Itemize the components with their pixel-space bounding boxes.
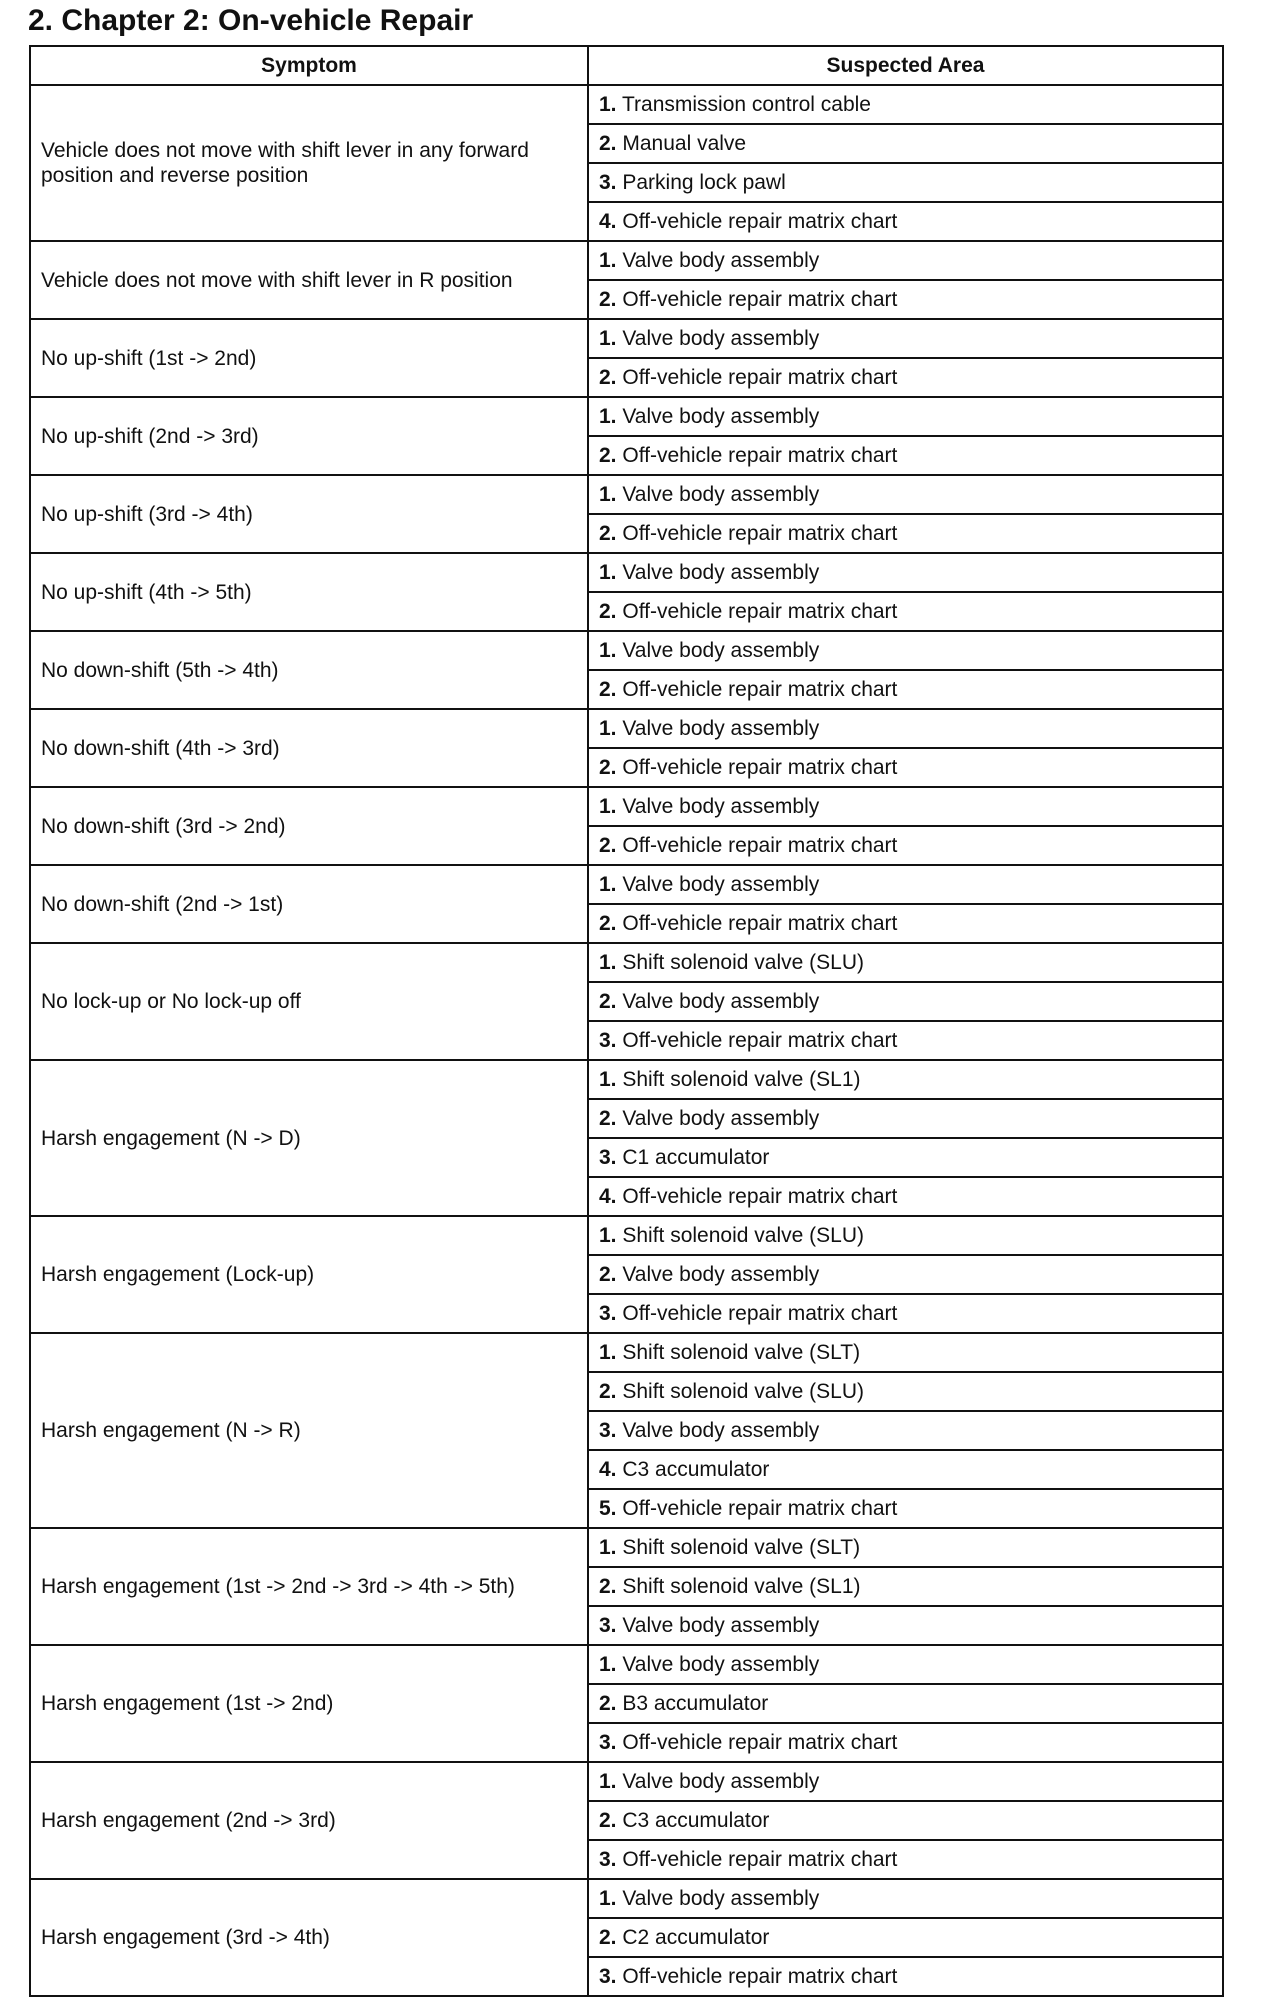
- item-number: 1.: [599, 93, 617, 116]
- suspected-area-cell: [588, 943, 1223, 982]
- suspected-area-text: Valve body assembly: [622, 405, 820, 428]
- symptom-cell: Harsh engagement (1st -> 2nd): [30, 1645, 588, 1762]
- table-row: [30, 1528, 1223, 1567]
- table-row: [30, 943, 1223, 982]
- suspected-area-text: Off-vehicle repair matrix chart: [622, 1848, 898, 1871]
- suspected-area-text: Valve body assembly: [622, 327, 820, 350]
- suspected-area-cell: [588, 1957, 1223, 1996]
- item-number: 1.: [599, 1887, 617, 1910]
- suspected-area-cell: [588, 514, 1223, 553]
- item-number: 1.: [599, 717, 617, 740]
- item-number: 2.: [599, 288, 617, 311]
- suspected-area-text: Valve body assembly: [622, 1419, 820, 1442]
- suspected-area-text: Off-vehicle repair matrix chart: [622, 444, 898, 467]
- suspected-area-cell: [588, 1684, 1223, 1723]
- suspected-area-text: Valve body assembly: [622, 1887, 820, 1910]
- suspected-area-text: Shift solenoid valve (SLT): [622, 1341, 861, 1364]
- symptom-cell: Harsh engagement (N -> D): [30, 1060, 588, 1216]
- suspected-area-cell: [588, 124, 1223, 163]
- suspected-area-cell: [588, 1411, 1223, 1450]
- suspected-area-cell: [588, 1918, 1223, 1957]
- suspected-area-text: Transmission control cable: [621, 93, 871, 116]
- table-row: [30, 709, 1223, 748]
- item-number: 1.: [599, 1341, 617, 1364]
- item-number: 1.: [599, 1536, 617, 1559]
- suspected-area-cell: [588, 202, 1223, 241]
- table-row: [30, 1333, 1223, 1372]
- suspected-area-text: C3 accumulator: [622, 1809, 770, 1832]
- item-number: 3.: [599, 1029, 617, 1052]
- item-number: 2.: [599, 366, 617, 389]
- item-number: 2.: [599, 912, 617, 935]
- symptom-cell: No up-shift (3rd -> 4th): [30, 475, 588, 553]
- symptom-cell: Harsh engagement (Lock-up): [30, 1216, 588, 1333]
- item-number: 2.: [599, 444, 617, 467]
- header-symptom: Symptom: [30, 46, 588, 85]
- suspected-area-cell: [588, 1021, 1223, 1060]
- item-number: 2.: [599, 132, 617, 155]
- item-number: 2.: [599, 834, 617, 857]
- table-row: [30, 1060, 1223, 1099]
- table-row: [30, 1762, 1223, 1801]
- item-number: 2.: [599, 600, 617, 623]
- item-number: 2.: [599, 756, 617, 779]
- suspected-area-text: Off-vehicle repair matrix chart: [622, 366, 898, 389]
- header-row: [30, 46, 1223, 85]
- item-number: 3.: [599, 1302, 617, 1325]
- table-row: [30, 85, 1223, 124]
- table-row: [30, 787, 1223, 826]
- symptom-cell: Harsh engagement (N -> R): [30, 1333, 588, 1528]
- item-number: 2.: [599, 1380, 617, 1403]
- suspected-area-cell: [588, 1801, 1223, 1840]
- suspected-area-cell: [588, 1528, 1223, 1567]
- suspected-area-cell: [588, 709, 1223, 748]
- symptom-cell: No down-shift (2nd -> 1st): [30, 865, 588, 943]
- item-number: 2.: [599, 1926, 617, 1949]
- suspected-area-text: Parking lock pawl: [622, 171, 786, 194]
- item-number: 4.: [599, 1458, 617, 1481]
- item-number: 1.: [599, 1770, 617, 1793]
- suspected-area-cell: [588, 319, 1223, 358]
- suspected-area-cell: [588, 1294, 1223, 1333]
- item-number: 3.: [599, 1731, 617, 1754]
- suspected-area-text: Off-vehicle repair matrix chart: [622, 678, 898, 701]
- suspected-area-text: Off-vehicle repair matrix chart: [622, 1185, 898, 1208]
- item-number: 3.: [599, 1965, 617, 1988]
- suspected-area-cell: [588, 592, 1223, 631]
- suspected-area-cell: [588, 1450, 1223, 1489]
- item-number: 1.: [599, 483, 617, 506]
- table-row: [30, 241, 1223, 280]
- table-row: [30, 865, 1223, 904]
- table-row: [30, 319, 1223, 358]
- symptom-table: [29, 45, 1224, 1997]
- symptom-cell: No down-shift (4th -> 3rd): [30, 709, 588, 787]
- suspected-area-text: Off-vehicle repair matrix chart: [622, 600, 898, 623]
- item-number: 2.: [599, 678, 617, 701]
- item-number: 4.: [599, 210, 617, 233]
- suspected-area-cell: [588, 1372, 1223, 1411]
- suspected-area-text: B3 accumulator: [622, 1692, 769, 1715]
- item-number: 4.: [599, 1185, 617, 1208]
- item-number: 1.: [599, 951, 617, 974]
- suspected-area-text: Shift solenoid valve (SLU): [622, 951, 864, 974]
- suspected-area-cell: [588, 1645, 1223, 1684]
- table-row: [30, 475, 1223, 514]
- item-number: 2.: [599, 522, 617, 545]
- suspected-area-text: Off-vehicle repair matrix chart: [622, 288, 898, 311]
- suspected-area-cell: [588, 982, 1223, 1021]
- table-body: [30, 85, 1223, 1996]
- item-number: 1.: [599, 405, 617, 428]
- suspected-area-cell: [588, 280, 1223, 319]
- suspected-area-cell: [588, 1606, 1223, 1645]
- suspected-area-cell: [588, 397, 1223, 436]
- item-number: 1.: [599, 795, 617, 818]
- suspected-area-cell: [588, 1177, 1223, 1216]
- item-number: 2.: [599, 1263, 617, 1286]
- suspected-area-text: Off-vehicle repair matrix chart: [622, 522, 898, 545]
- suspected-area-cell: [588, 553, 1223, 592]
- symptom-cell: No up-shift (2nd -> 3rd): [30, 397, 588, 475]
- suspected-area-text: C3 accumulator: [622, 1458, 770, 1481]
- suspected-area-text: Off-vehicle repair matrix chart: [622, 912, 898, 935]
- suspected-area-text: Off-vehicle repair matrix chart: [622, 1965, 898, 1988]
- item-number: 1.: [599, 561, 617, 584]
- table-row: [30, 1216, 1223, 1255]
- suspected-area-cell: [588, 826, 1223, 865]
- item-number: 2.: [599, 990, 617, 1013]
- suspected-area-cell: [588, 748, 1223, 787]
- item-number: 1.: [599, 1224, 617, 1247]
- item-number: 1.: [599, 1068, 617, 1091]
- suspected-area-cell: [588, 1216, 1223, 1255]
- suspected-area-text: Valve body assembly: [622, 717, 820, 740]
- table-row: [30, 1879, 1223, 1918]
- suspected-area-cell: [588, 1489, 1223, 1528]
- suspected-area-cell: [588, 670, 1223, 709]
- suspected-area-cell: [588, 1060, 1223, 1099]
- suspected-area-cell: [588, 163, 1223, 202]
- table-row: [30, 397, 1223, 436]
- suspected-area-cell: [588, 241, 1223, 280]
- item-number: 2.: [599, 1692, 617, 1715]
- table-row: [30, 1645, 1223, 1684]
- item-number: 2.: [599, 1809, 617, 1832]
- suspected-area-text: Valve body assembly: [622, 795, 820, 818]
- page-title: 2. Chapter 2: On-vehicle Repair: [28, 4, 474, 37]
- suspected-area-text: Shift solenoid valve (SL1): [622, 1068, 861, 1091]
- suspected-area-cell: [588, 1255, 1223, 1294]
- suspected-area-text: Valve body assembly: [622, 249, 820, 272]
- table-header: [30, 46, 1223, 85]
- item-number: 1.: [599, 873, 617, 896]
- item-number: 5.: [599, 1497, 617, 1520]
- symptom-cell: Harsh engagement (3rd -> 4th): [30, 1879, 588, 1996]
- suspected-area-cell: [588, 1138, 1223, 1177]
- symptom-cell: Harsh engagement (1st -> 2nd -> 3rd -> 4th -> 5th): [30, 1528, 588, 1645]
- suspected-area-text: Off-vehicle repair matrix chart: [622, 834, 898, 857]
- symptom-cell: Vehicle does not move with shift lever in R position: [30, 241, 588, 319]
- suspected-area-cell: [588, 1333, 1223, 1372]
- suspected-area-cell: [588, 1567, 1223, 1606]
- table-row: [30, 553, 1223, 592]
- suspected-area-text: Shift solenoid valve (SLU): [622, 1224, 864, 1247]
- item-number: 1.: [599, 327, 617, 350]
- suspected-area-text: Shift solenoid valve (SLT): [622, 1536, 861, 1559]
- suspected-area-text: Off-vehicle repair matrix chart: [622, 756, 898, 779]
- suspected-area-cell: [588, 1879, 1223, 1918]
- item-number: 1.: [599, 1653, 617, 1676]
- suspected-area-text: Off-vehicle repair matrix chart: [622, 210, 898, 233]
- table-row: [30, 631, 1223, 670]
- suspected-area-text: Shift solenoid valve (SL1): [622, 1575, 861, 1598]
- symptom-cell: Harsh engagement (2nd -> 3rd): [30, 1762, 588, 1879]
- suspected-area-text: Valve body assembly: [622, 1263, 820, 1286]
- item-number: 3.: [599, 1419, 617, 1442]
- item-number: 1.: [599, 639, 617, 662]
- symptom-cell: No down-shift (5th -> 4th): [30, 631, 588, 709]
- suspected-area-cell: [588, 1099, 1223, 1138]
- suspected-area-cell: [588, 631, 1223, 670]
- symptom-cell: No lock-up or No lock-up off: [30, 943, 588, 1060]
- suspected-area-cell: [588, 1762, 1223, 1801]
- item-number: 1.: [599, 249, 617, 272]
- item-number: 3.: [599, 1614, 617, 1637]
- header-suspected-area: Suspected Area: [588, 46, 1223, 85]
- symptom-cell: No down-shift (3rd -> 2nd): [30, 787, 588, 865]
- suspected-area-cell: [588, 475, 1223, 514]
- suspected-area-cell: [588, 904, 1223, 943]
- suspected-area-text: Valve body assembly: [622, 1653, 820, 1676]
- symptom-cell: No up-shift (1st -> 2nd): [30, 319, 588, 397]
- suspected-area-cell: [588, 865, 1223, 904]
- suspected-area-text: Valve body assembly: [622, 1614, 820, 1637]
- suspected-area-text: Off-vehicle repair matrix chart: [622, 1029, 898, 1052]
- suspected-area-text: Manual valve: [622, 132, 747, 155]
- item-number: 3.: [599, 1146, 617, 1169]
- suspected-area-text: Valve body assembly: [622, 1770, 820, 1793]
- suspected-area-text: Off-vehicle repair matrix chart: [622, 1497, 898, 1520]
- suspected-area-cell: [588, 787, 1223, 826]
- suspected-area-text: C2 accumulator: [622, 1926, 770, 1949]
- item-number: 2.: [599, 1107, 617, 1130]
- suspected-area-cell: [588, 85, 1223, 124]
- suspected-area-text: Valve body assembly: [622, 873, 820, 896]
- item-number: 3.: [599, 171, 617, 194]
- suspected-area-text: Off-vehicle repair matrix chart: [622, 1302, 898, 1325]
- item-number: 2.: [599, 1575, 617, 1598]
- item-number: 3.: [599, 1848, 617, 1871]
- suspected-area-text: Off-vehicle repair matrix chart: [622, 1731, 898, 1754]
- suspected-area-text: C1 accumulator: [622, 1146, 770, 1169]
- suspected-area-cell: [588, 1840, 1223, 1879]
- symptom-cell: No up-shift (4th -> 5th): [30, 553, 588, 631]
- suspected-area-text: Valve body assembly: [622, 483, 820, 506]
- suspected-area-text: Valve body assembly: [622, 1107, 820, 1130]
- symptom-cell: Vehicle does not move with shift lever in any forward position and reverse position: [30, 85, 588, 241]
- suspected-area-cell: [588, 1723, 1223, 1762]
- suspected-area-text: Valve body assembly: [622, 990, 820, 1013]
- suspected-area-cell: [588, 358, 1223, 397]
- suspected-area-text: Valve body assembly: [622, 639, 820, 662]
- suspected-area-text: Shift solenoid valve (SLU): [622, 1380, 864, 1403]
- suspected-area-cell: [588, 436, 1223, 475]
- suspected-area-text: Valve body assembly: [622, 561, 820, 584]
